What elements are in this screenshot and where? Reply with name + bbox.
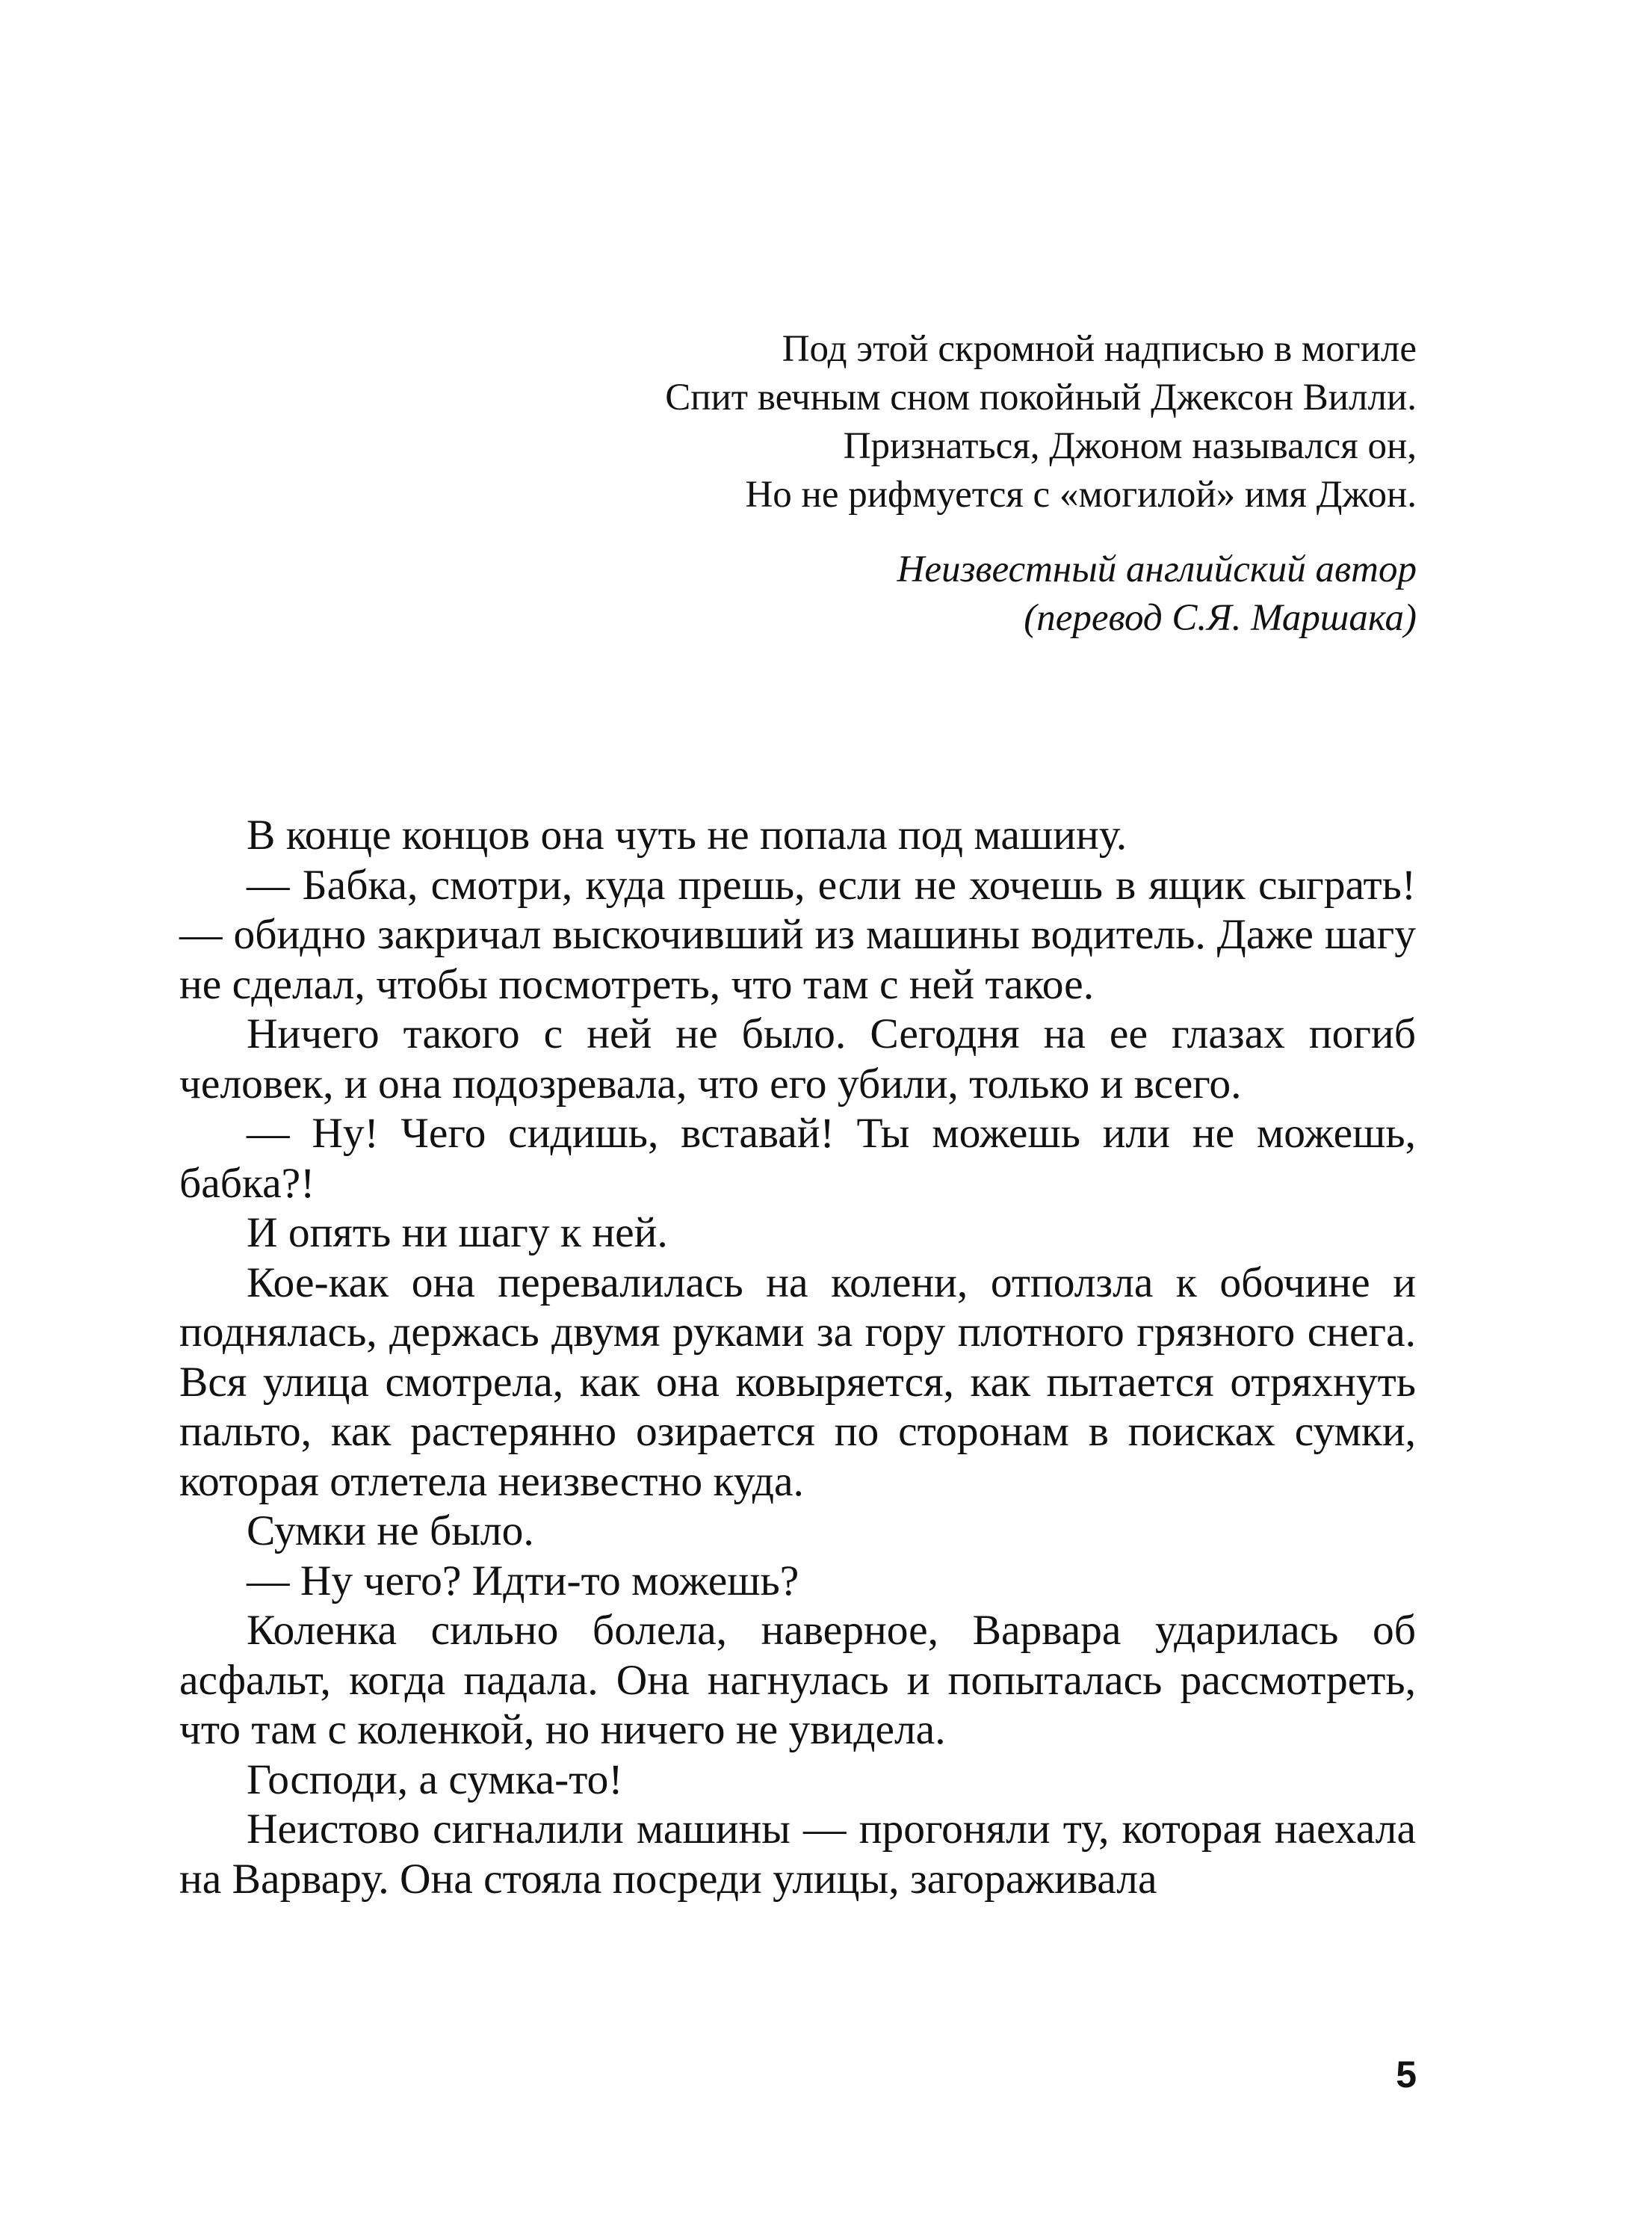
epigraph-translator: (перевод С.Я. Маршака) — [1024, 597, 1417, 639]
body-text — [179, 811, 1416, 1904]
paragraph: Кое-как она перевалилась на колени, отползла к обочине и поднялась, держась двумя руками за гору плотного грязного снега. Вся улица смотрела, как она ковыряется, как пытается отряхнуть пальто, как растерянно озирается по сторонам в поисках сумки, которая отлетела неизвестно куда. — [179, 1258, 1416, 1505]
epigraph-line: Спит вечным сном покойный Джексон Вилли. — [665, 377, 1417, 418]
epigraph — [371, 325, 1417, 643]
epigraph-line: Под этой скромной надписью в могиле — [782, 328, 1417, 370]
epigraph-line: Признаться, Джоном назывался он, — [843, 425, 1417, 467]
epigraph-line: Но не рифмуется с «могилой» имя Джон. — [745, 474, 1417, 516]
paragraph: — Ну! Чего сидишь, вставай! Ты можешь или не можешь, бабка?! — [179, 1110, 1416, 1207]
paragraph: — Ну чего? Идти-то можешь? — [247, 1557, 799, 1604]
paragraph: И опять ни шагу к ней. — [247, 1209, 668, 1256]
paragraph: Ничего такого с ней не было. Сегодня на ее глазах погиб человек, и она подозревала, что его убили, только и всего. — [179, 1010, 1416, 1108]
paragraph: Неистово сигналили машины — прогоняли ту, которая наехала на Варвару. Она стояла посреди улицы, загораживала — [179, 1806, 1416, 1903]
page-number: 5 — [1396, 2054, 1417, 2095]
paragraph: Господи, а сумка-то! — [247, 1755, 623, 1803]
epigraph-author: Неизвестный английский автор — [897, 549, 1417, 590]
paragraph: В конце концов она чуть не попала под машину. — [247, 812, 1127, 859]
paragraph: Сумки не было. — [247, 1507, 534, 1554]
paragraph: Коленка сильно болела, наверное, Варвара ударилась об асфальт, когда падала. Она нагнулась и попыталась рассмотреть, что там с коленкой, но ничего не увидела. — [179, 1607, 1416, 1753]
paragraph: — Бабка, смотри, куда прешь, если не хочешь в ящик сыграть! — обидно закричал выскочивший из машины водитель. Даже шагу не сделал, чтобы посмотреть, что там с ней такое. — [179, 861, 1416, 1008]
epigraph-attribution — [371, 546, 1417, 643]
